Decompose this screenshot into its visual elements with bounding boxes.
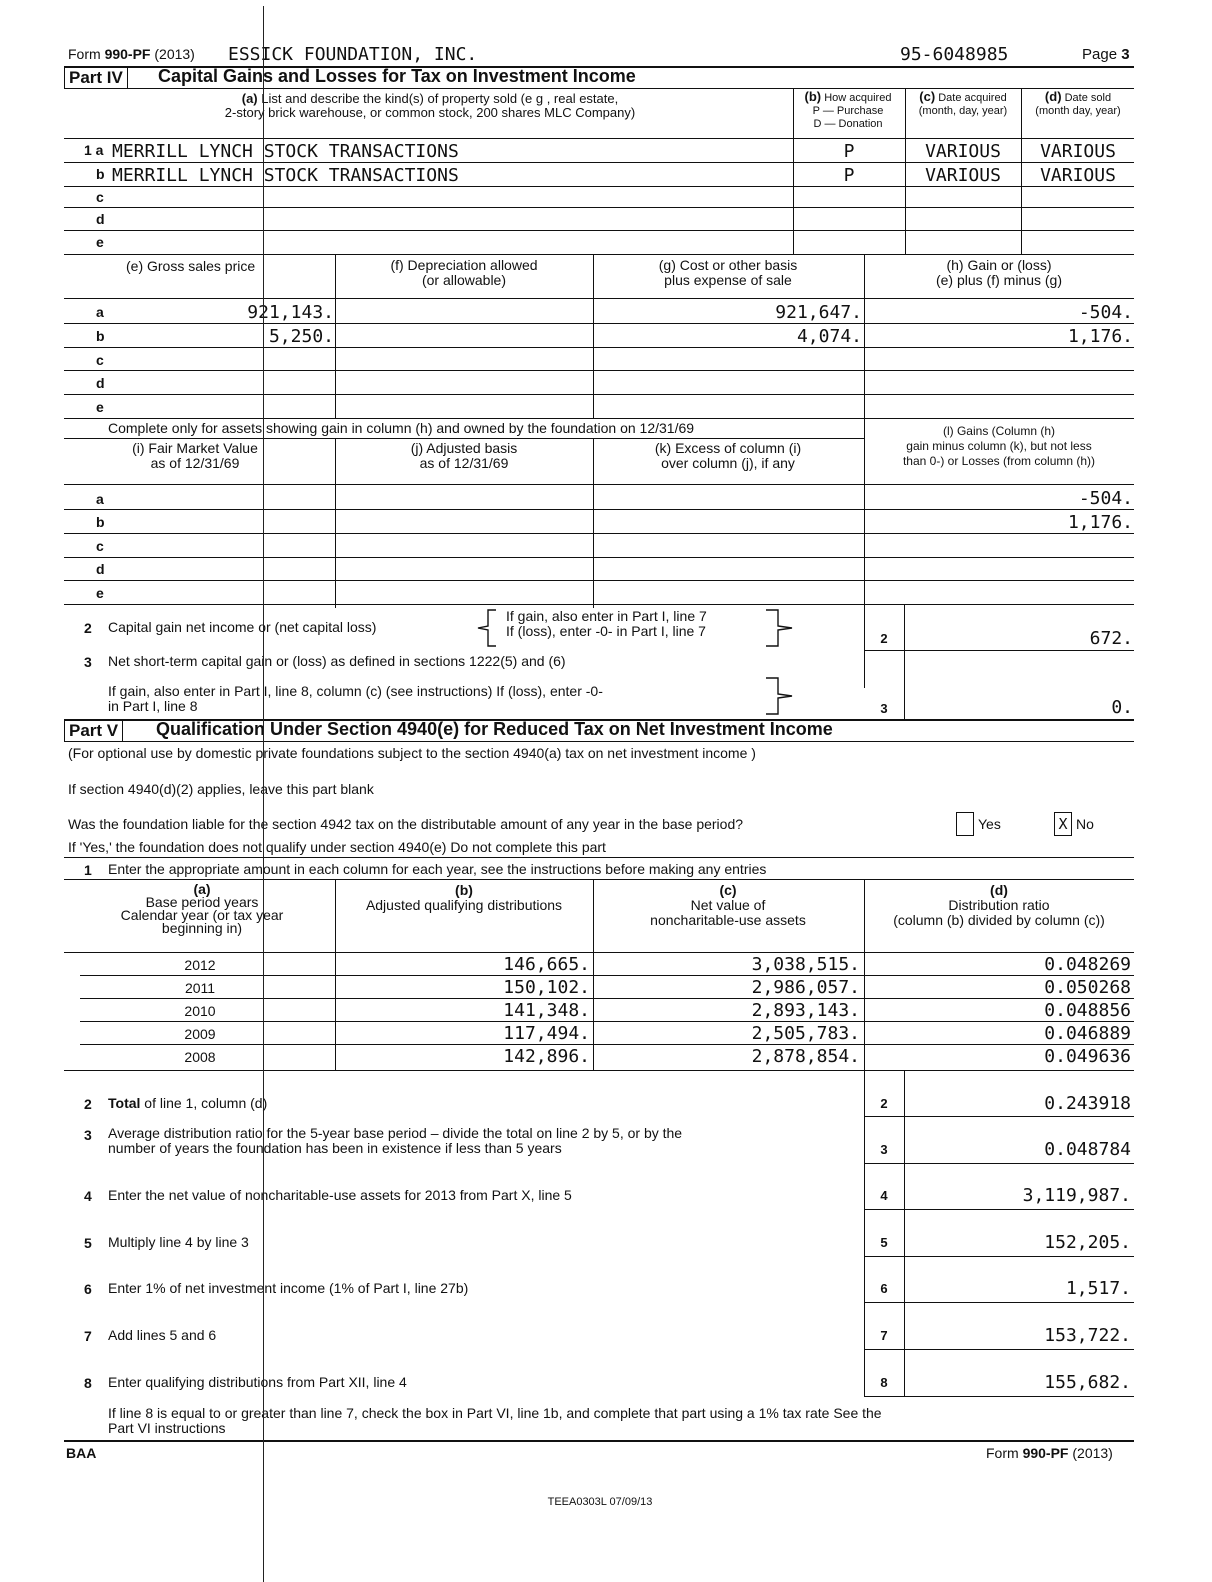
rule [64, 741, 1134, 742]
rule [80, 998, 1134, 999]
one-percent-value: 1,517. [1065, 1278, 1131, 1299]
complete-only-note: Complete only for assets showing gain in column (h) and owned by the foundation on 12/31/69 [108, 420, 695, 436]
row-label: c [96, 189, 104, 205]
qualifying-distributions: 141,348. [503, 1000, 590, 1021]
col-k-header: (k) Excess of column (i) over column (j), if any [654, 440, 802, 471]
row-label: d [96, 211, 105, 227]
gross-sales-price: 5,250. [268, 326, 334, 347]
rule [64, 580, 1134, 581]
line-box-number: 3 [880, 701, 888, 716]
cost-basis: 4,074. [796, 326, 862, 347]
line-number: 7 [84, 1328, 92, 1344]
row-label: e [96, 399, 104, 415]
footnote: If line 8 is equal to or greater than line 7, check the box in Part VI, line 1b, and complete that part using a 1% tax rate See the Part VI instructions [108, 1405, 882, 1436]
row-label: e [96, 234, 104, 250]
qualifying-distributions: 142,896. [503, 1046, 590, 1067]
qualifying-distributions: 146,665. [503, 954, 590, 975]
base-year: 2010 [184, 1003, 216, 1019]
rule [64, 557, 1134, 558]
row-label: c [96, 352, 104, 368]
part5-tag: Part V [64, 720, 123, 742]
baa-label: BAA [66, 1445, 97, 1461]
liability-question: Was the foundation liable for the section 4942 tax on the distributable amount of any year in the base period? [68, 816, 744, 832]
qualifying-distributions: 150,102. [503, 977, 590, 998]
ein: 95-6048985 [900, 44, 1009, 65]
rule [64, 1070, 1134, 1071]
capital-gain-value: 672. [1089, 628, 1133, 649]
org-name: ESSICK FOUNDATION, INC. [228, 44, 478, 65]
property-description: MERRILL LYNCH STOCK TRANSACTIONS [112, 165, 459, 186]
rule [864, 1070, 865, 1396]
col-d-ratio-header: (d) Distribution ratio (column (b) divided by column (c)) [893, 882, 1105, 928]
rule [64, 509, 1134, 510]
row-label: c [96, 538, 104, 554]
total-ratio-value: 0.243918 [1044, 1093, 1131, 1114]
net-value-value: 3,119,987. [1022, 1185, 1131, 1206]
line-box-number: 2 [880, 1096, 888, 1111]
capital-gain-instructions: If gain, also enter in Part I, line 7 If (loss), enter -0- in Part I, line 7 [506, 608, 707, 639]
row-label: 1 a [84, 142, 104, 158]
row-label: d [96, 561, 105, 577]
base-year: 2008 [184, 1049, 216, 1065]
distribution-ratio: 0.050268 [1044, 977, 1131, 998]
if-yes-note: If 'Yes,' the foundation does not qualify under section 4940(e) Do not complete this part [68, 839, 606, 855]
col-l-header: (l) Gains (Column (h) gain minus column (k), but not less than 0-) or Losses (from column (h)) [902, 424, 1096, 468]
col-b-header: (b) How acquired P — Purchase D — Donation [804, 89, 892, 130]
gross-sales-price: 921,143. [247, 302, 334, 323]
how-acquired: P [843, 165, 855, 186]
rule [864, 1116, 1134, 1117]
line-number: 2 [84, 1096, 92, 1112]
rule [64, 230, 1134, 231]
section-4940d2-note: If section 4940(d)(2) applies, leave this part blank [68, 781, 374, 797]
one-percent-label: Enter 1% of net investment income (1% of Part I, line 27b) [108, 1280, 469, 1296]
property-description: MERRILL LYNCH STOCK TRANSACTIONS [112, 141, 459, 162]
net-value-assets: 2,878,854. [751, 1046, 860, 1067]
line-number: 5 [84, 1235, 92, 1251]
rule [64, 88, 1134, 89]
net-value-assets: 2,986,057. [751, 977, 860, 998]
cost-basis: 921,647. [775, 302, 862, 323]
rule [64, 1440, 1134, 1442]
row-label: b [96, 328, 105, 344]
date-acquired: VARIOUS [925, 165, 1001, 186]
rule [64, 952, 1134, 953]
page-number: Page 3 [1082, 46, 1130, 63]
date-acquired: VARIOUS [925, 141, 1001, 162]
col-c-header: (c) Date acquired (month, day, year) [918, 89, 1008, 117]
rule [864, 1256, 1134, 1257]
line-box-number: 6 [880, 1281, 888, 1296]
no-label: No [1076, 816, 1094, 832]
rule [64, 484, 1134, 485]
line-number: 2 [84, 620, 92, 636]
part5-title: Qualification Under Section 4940(e) for Reduced Tax on Net Investment Income [156, 719, 833, 739]
row-label: d [96, 375, 105, 391]
line-number: 8 [84, 1375, 92, 1391]
col-a-base-period-header: (a) Base period years Calendar year (or tax year beginning in) [120, 881, 284, 936]
rule [64, 370, 1134, 371]
line-box-number: 5 [880, 1235, 888, 1250]
net-value-assets: 2,893,143. [751, 1000, 860, 1021]
col-e-header: (e) Gross sales price [126, 258, 256, 274]
part4-title: Capital Gains and Losses for Tax on Investment Income [158, 66, 636, 86]
rule [80, 1044, 1134, 1045]
distribution-ratio: 0.048856 [1044, 1000, 1131, 1021]
line-number: 3 [84, 654, 92, 670]
line-number: 6 [84, 1281, 92, 1297]
distribution-ratio: 0.046889 [1044, 1023, 1131, 1044]
scan-line [263, 6, 264, 1582]
form-code: TEEA0303L 07/09/13 [547, 1496, 653, 1508]
part4-tag: Part IV [64, 67, 128, 89]
rule [80, 975, 1134, 976]
rule [64, 857, 1134, 858]
row-label: a [96, 491, 104, 507]
col-j-header: (j) Adjusted basis as of 12/31/69 [410, 440, 518, 471]
optional-use-note: (For optional use by domestic private foundations subject to the section 4940(a) tax on net investment income ) [68, 745, 756, 761]
average-ratio-label: Average distribution ratio for the 5-year base period – divide the total on line 2 by 5, or by the number of years the foundation has been in existence if less than 5 years [108, 1125, 683, 1156]
short-term-gain-instructions: If gain, also enter in Part I, line 8, column (c) (see instructions) If (loss), enter -0- in Part I, line 8 [108, 683, 603, 714]
line-box-number: 4 [880, 1188, 888, 1203]
footer-form-label: Form 990-PF (2013) [986, 1445, 1113, 1461]
gains-column-l: -504. [1078, 488, 1133, 509]
line-box-number: 7 [880, 1328, 888, 1343]
gains-column-l: 1,176. [1067, 512, 1133, 533]
right-brace [762, 608, 802, 648]
col-h-header: (h) Gain or (loss) (e) plus (f) minus (g) [935, 257, 1063, 288]
gain-loss: -504. [1078, 302, 1133, 323]
rule [64, 418, 1134, 419]
short-term-gain-value: 0. [1111, 697, 1133, 718]
net-value-label: Enter the net value of noncharitable-use assets for 2013 from Part X, line 5 [108, 1187, 572, 1203]
net-value-assets: 3,038,515. [751, 954, 860, 975]
rule [864, 1349, 1134, 1350]
rule [64, 879, 1134, 880]
rule [64, 347, 1134, 348]
right-brace [762, 676, 802, 716]
rule [864, 1396, 1134, 1397]
add-lines-value: 153,722. [1044, 1325, 1131, 1346]
qualifying-distributions: 117,494. [503, 1023, 590, 1044]
capital-gain-label: Capital gain net income or (net capital loss) [108, 619, 377, 635]
line-box-number: 2 [880, 631, 888, 646]
rule [64, 438, 864, 439]
rule [80, 1021, 1134, 1022]
how-acquired: P [843, 141, 855, 162]
base-year: 2012 [184, 957, 216, 973]
rule [64, 604, 1134, 605]
row-label: a [96, 304, 104, 320]
rule [64, 207, 1134, 208]
no-checkbox[interactable]: X [1054, 812, 1072, 836]
col-c-net-value-header: (c) Net value of noncharitable-use assets [650, 882, 806, 928]
rule [64, 394, 1134, 395]
row-label: b [96, 166, 105, 182]
col-b-distributions-header: (b) Adjusted qualifying distributions [365, 882, 563, 913]
rule [864, 650, 1134, 651]
short-term-gain-label: Net short-term capital gain or (loss) as defined in sections 1222(5) and (6) [108, 653, 566, 669]
rule [864, 1302, 1134, 1303]
add-lines-label: Add lines 5 and 6 [108, 1327, 217, 1343]
rule [864, 1163, 1134, 1164]
row-label: e [96, 585, 104, 601]
col-f-header: (f) Depreciation allowed (or allowable) [390, 257, 538, 288]
row-label: b [96, 514, 105, 530]
qualifying-distributions-label: Enter qualifying distributions from Part XII, line 4 [108, 1374, 407, 1390]
rule [64, 323, 1134, 324]
base-year: 2011 [184, 980, 216, 996]
col-d-header: (d) Date sold (month day, year) [1035, 89, 1121, 117]
multiply-value: 152,205. [1044, 1232, 1131, 1253]
line-number: 1 [84, 862, 92, 878]
col-i-header: (i) Fair Market Value as of 12/31/69 [132, 440, 258, 471]
gain-loss: 1,176. [1067, 326, 1133, 347]
date-sold: VARIOUS [1040, 141, 1116, 162]
yes-label: Yes [978, 816, 1001, 832]
col-g-header: (g) Cost or other basis plus expense of sale [658, 257, 798, 288]
line1-instructions: Enter the appropriate amount in each column for each year, see the instructions before making any entries [108, 861, 767, 877]
form-title: Form 990-PF (2013) [68, 46, 195, 62]
rule [64, 162, 1134, 163]
multiply-label: Multiply line 4 by line 3 [108, 1234, 249, 1250]
rule [64, 298, 1134, 299]
qualifying-distributions-value: 155,682. [1044, 1372, 1131, 1393]
average-ratio-value: 0.048784 [1044, 1139, 1131, 1160]
line-box-number: 8 [880, 1375, 888, 1390]
rule [64, 533, 1134, 534]
rule [64, 138, 1134, 139]
rule [864, 1209, 1134, 1210]
rule [64, 254, 1134, 255]
line-box-number: 3 [880, 1142, 888, 1157]
col-a-header: (a) List and describe the kind(s) of property sold (e g , real estate, 2-story brick warehouse, or common stock, 200 shares MLC Company) [224, 91, 636, 120]
distribution-ratio: 0.048269 [1044, 954, 1131, 975]
line-number: 4 [84, 1188, 92, 1204]
distribution-ratio: 0.049636 [1044, 1046, 1131, 1067]
net-value-assets: 2,505,783. [751, 1023, 860, 1044]
base-year: 2009 [184, 1026, 216, 1042]
yes-checkbox[interactable] [956, 812, 974, 836]
line-number: 3 [84, 1127, 92, 1143]
rule [64, 186, 1134, 187]
date-sold: VARIOUS [1040, 165, 1116, 186]
total-line-label: Total of line 1, column (d) [108, 1095, 268, 1111]
